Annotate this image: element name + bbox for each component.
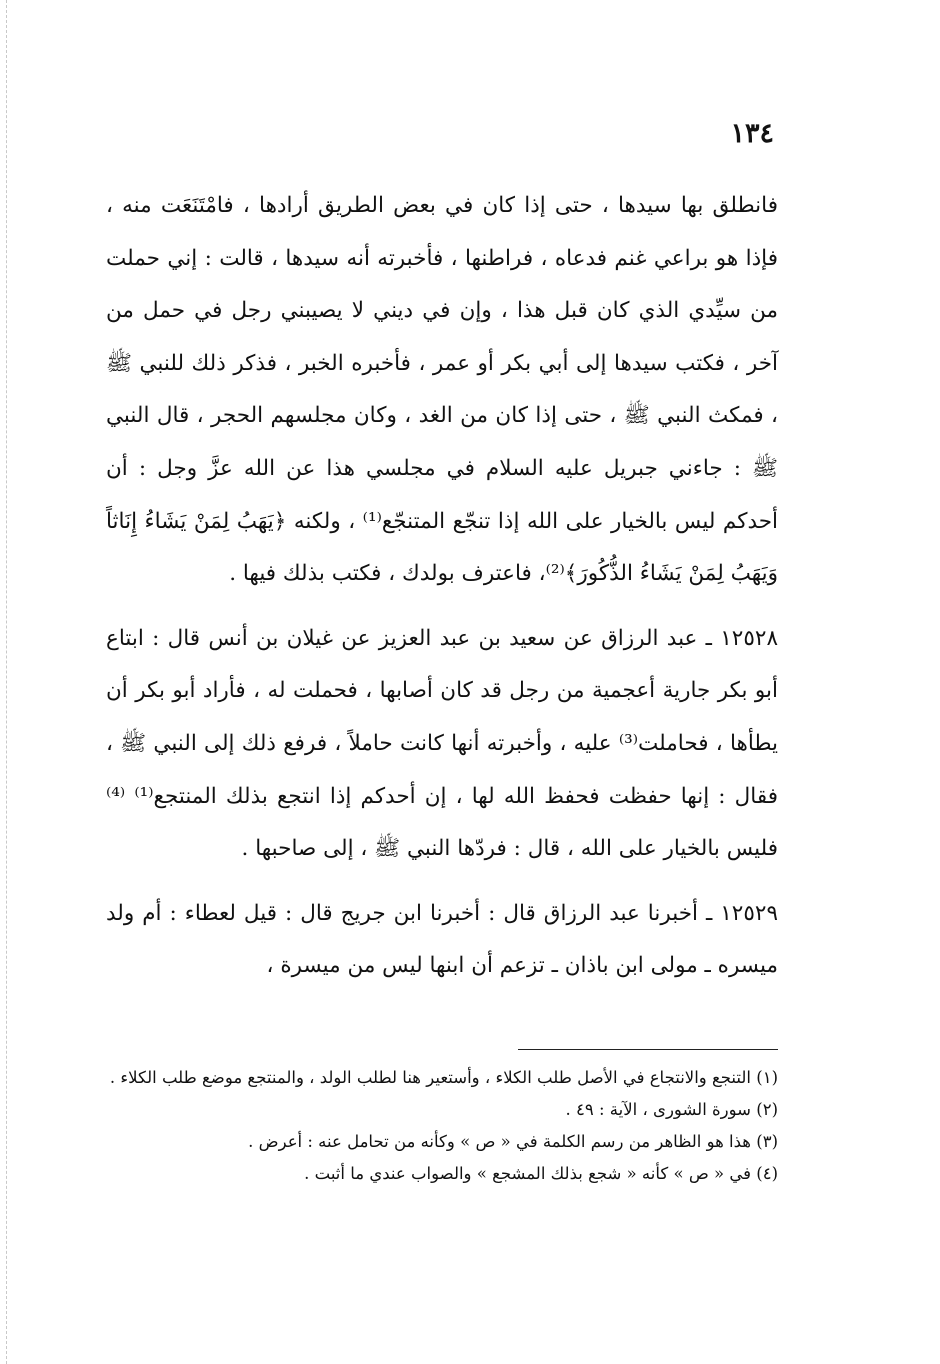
paragraph-12529: ١٢٥٢٩ ـ أخبرنا عبد الرزاق قال : أخبرنا ابن جريج قال : قيل لعطاء : أم ولد ميسره ـ مولى ابن باذان ـ تزعم أن ابنها ليس من ميسرة ،	[106, 900, 778, 979]
footnote-2: (٢) سورة الشورى ، الآية : ٤٩ .	[565, 1100, 778, 1119]
main-text	[106, 180, 778, 993]
footnote-1: (١) التنجع والانتجاع في الأصل طلب الكلاء ، وأستعير هنا لطلب الولد ، والمنتجع موضع طلب الكلاء .	[109, 1068, 778, 1087]
footnote-3: (٣) هذا هو الظاهر من رسم الكلمة في « ص » وكأنه من تحامل عنه : أعرض .	[248, 1132, 778, 1151]
page-number: ١٣٤	[730, 118, 774, 149]
paragraph-12528: ١٢٥٢٨ ـ عبد الرزاق عن سعيد بن عبد العزيز عن غيلان بن أنس قال : ابتاع أبو بكر جارية أعجمية من رجل قد كان أصابها ، فحملت له ، فأراد أبو بكر أن يطأها ، فحاملت⁽³⁾ عليه ، وأخبرته أنها كانت حاملاً ، فرفع ذلك إلى النبي ﷺ ، فقال : إنها حفظت فحفظ الله لها ، إن أحدكم إذا انتجع بذلك المنتجع⁽¹⁾ ⁽⁴⁾ فليس بالخيار على الله ، قال : فردّها النبي ﷺ ، إلى صاحبها .	[106, 625, 779, 862]
footnote-4: (٤) في « ص » كأنه « شجع بذلك المشجع » والصواب عندي ما أثبت .	[304, 1164, 778, 1183]
footnotes	[106, 1062, 778, 1190]
footnote-separator	[518, 1049, 778, 1050]
paragraph-continued: فانطلق بها سيدها ، حتى إذا كان في بعض الطريق أرادها ، فامْتَنَعَت منه ، فإذا هو براعي غنم فدعاه ، فراطنها ، فأخبرته أنه سيدها ، قالت : إني حملت من سيِّدي الذي كان قبل هذا ، وإن في ديني لا يصيبني رجل في حمل من آخر ، فكتب سيدها إلى أبي بكر أو عمر ، فأخبره الخبر ، فذكر ذلك للنبي ﷺ ، فمكث النبي ﷺ ، حتى إذا كان من الغد ، وكان مجلسهم الحجر ، قال النبي ﷺ : جاءني جبريل عليه السلام في مجلسي هذا عن الله عزَّ وجل : أن أحدكم ليس بالخيار على الله إذا تنجّع المتنجّع⁽¹⁾ ، ولكنه ﴿يَهَبُ لِمَنْ يَشَاءُ إِنَاثاً وَيَهَبُ لِمَنْ يَشَاءُ الذُّكُورَ﴾⁽²⁾، فاعترف بولدك ، فكتب بذلك فيها .	[106, 193, 778, 587]
